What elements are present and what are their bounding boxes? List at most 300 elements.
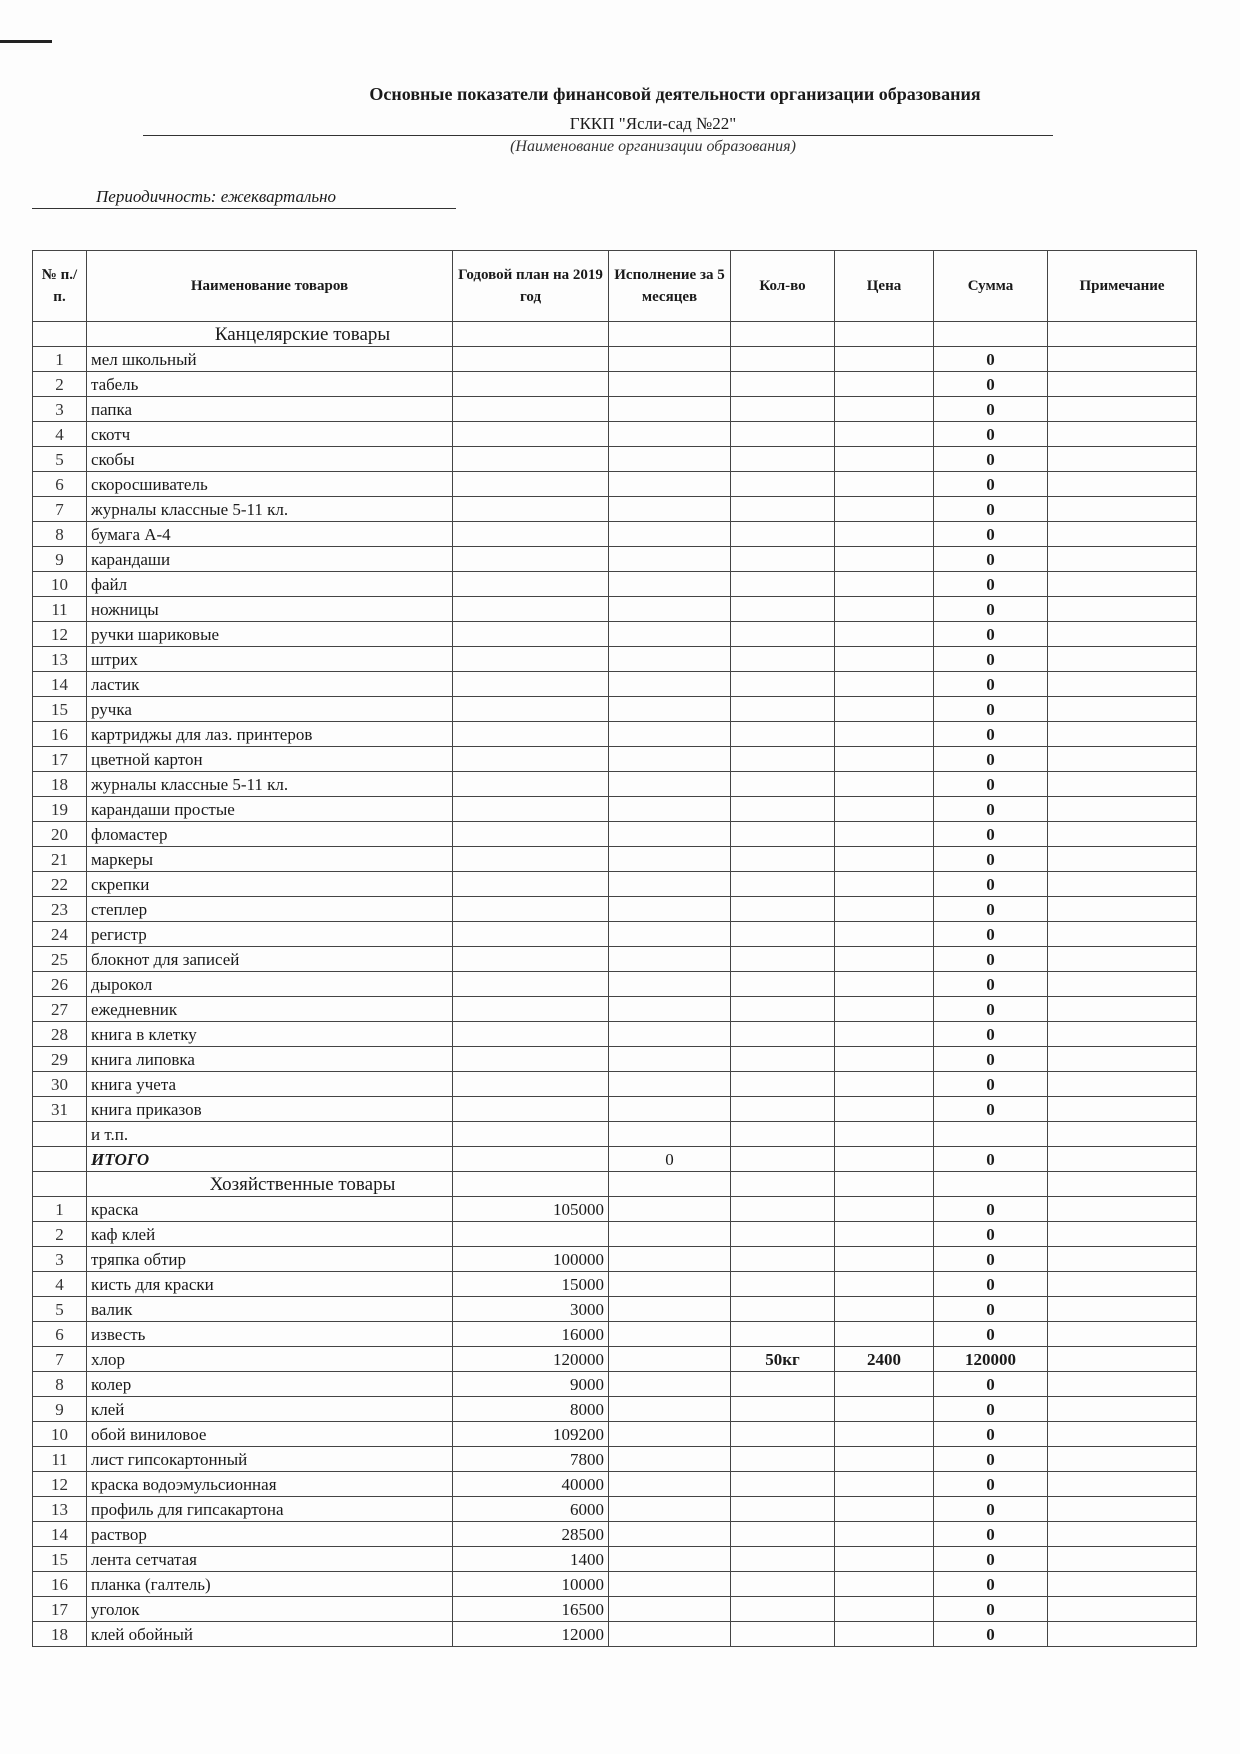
row-qty: [731, 1397, 835, 1422]
row-note: [1048, 1272, 1197, 1297]
row-sum: 0: [934, 1422, 1048, 1447]
row-qty: [731, 772, 835, 797]
row-qty: [731, 1522, 835, 1547]
row-plan: 16500: [453, 1597, 609, 1622]
row-execution: [609, 997, 731, 1022]
table-row: [33, 572, 1197, 597]
row-note: [1048, 1472, 1197, 1497]
row-number: 7: [33, 497, 87, 522]
row-execution: [609, 1197, 731, 1222]
row-execution: [609, 672, 731, 697]
row-item-name: карандаши: [87, 547, 453, 572]
total-num-cell: [33, 1147, 87, 1172]
row-note: [1048, 1097, 1197, 1122]
row-plan: 6000: [453, 1497, 609, 1522]
row-item-name: книга учета: [87, 1072, 453, 1097]
total-label: ИТОГО: [87, 1147, 453, 1172]
row-plan: [453, 697, 609, 722]
row-plan: [453, 472, 609, 497]
row-note: [1048, 1047, 1197, 1072]
row-number: 12: [33, 622, 87, 647]
table-row: [33, 497, 1197, 522]
row-qty: [731, 697, 835, 722]
header-price: Цена: [835, 251, 934, 322]
row-execution: [609, 522, 731, 547]
row-price: [835, 1447, 934, 1472]
row-qty: [731, 622, 835, 647]
row-item-name: скрепки: [87, 872, 453, 897]
row-qty: [731, 1247, 835, 1272]
row-note: [1048, 822, 1197, 847]
row-qty: [731, 497, 835, 522]
row-qty: [731, 972, 835, 997]
row-execution: [609, 1022, 731, 1047]
row-execution: [609, 1122, 731, 1147]
table-row: [33, 472, 1197, 497]
row-execution: [609, 1547, 731, 1572]
row-execution: [609, 747, 731, 772]
row-qty: [731, 647, 835, 672]
table-row: [33, 747, 1197, 772]
row-sum: 0: [934, 472, 1048, 497]
section-qty-cell: [731, 1172, 835, 1197]
table-row: [33, 522, 1197, 547]
row-price: [835, 697, 934, 722]
row-price: [835, 947, 934, 972]
row-price: [835, 1472, 934, 1497]
row-number: 27: [33, 997, 87, 1022]
row-item-name: скотч: [87, 422, 453, 447]
row-qty: [731, 547, 835, 572]
row-item-name: книга в клетку: [87, 1022, 453, 1047]
row-sum: 0: [934, 1297, 1048, 1322]
row-execution: [609, 1222, 731, 1247]
row-note: [1048, 1447, 1197, 1472]
row-item-name: тряпка обтир: [87, 1247, 453, 1272]
row-note: [1048, 947, 1197, 972]
row-plan: [453, 372, 609, 397]
row-note: [1048, 1372, 1197, 1397]
row-qty: [731, 597, 835, 622]
row-note: [1048, 572, 1197, 597]
row-plan: [453, 997, 609, 1022]
row-plan: 8000: [453, 1397, 609, 1422]
row-number: 8: [33, 522, 87, 547]
table-row: [33, 947, 1197, 972]
row-qty: [731, 747, 835, 772]
row-price: [835, 972, 934, 997]
row-execution: [609, 1472, 731, 1497]
row-plan: [453, 547, 609, 572]
row-qty: [731, 1272, 835, 1297]
table-row: [33, 1047, 1197, 1072]
row-price: [835, 1047, 934, 1072]
row-note: [1048, 547, 1197, 572]
organization-name: ГККП "Ясли-сад №22": [143, 113, 1053, 136]
row-sum: 0: [934, 872, 1048, 897]
table-row: [33, 997, 1197, 1022]
row-number: 11: [33, 1447, 87, 1472]
row-note: [1048, 1197, 1197, 1222]
row-number: 21: [33, 847, 87, 872]
row-item-name: валик: [87, 1297, 453, 1322]
total-exec-cell: 0: [609, 1147, 731, 1172]
row-note: [1048, 1022, 1197, 1047]
goods-table: [32, 250, 1197, 1647]
row-number: 9: [33, 1397, 87, 1422]
row-price: [835, 722, 934, 747]
row-qty: [731, 897, 835, 922]
row-plan: 105000: [453, 1197, 609, 1222]
table-row: [33, 1547, 1197, 1572]
row-sum: 0: [934, 747, 1048, 772]
row-price: [835, 797, 934, 822]
row-note: [1048, 472, 1197, 497]
row-execution: [609, 1097, 731, 1122]
row-qty: [731, 872, 835, 897]
row-sum: 0: [934, 622, 1048, 647]
row-qty: [731, 1622, 835, 1647]
section-sum-cell: [934, 1172, 1048, 1197]
table-row: [33, 847, 1197, 872]
row-number: 2: [33, 1222, 87, 1247]
row-price: [835, 347, 934, 372]
row-qty: [731, 1322, 835, 1347]
row-price: [835, 1522, 934, 1547]
row-plan: [453, 397, 609, 422]
row-number: 15: [33, 697, 87, 722]
row-note: [1048, 1247, 1197, 1272]
table-row: [33, 897, 1197, 922]
organization-caption: (Наименование организации образования): [510, 138, 796, 155]
table-row: [33, 797, 1197, 822]
row-note: [1048, 922, 1197, 947]
section-title: Канцелярские товары: [87, 322, 453, 347]
row-plan: 1400: [453, 1547, 609, 1572]
row-sum: 0: [934, 397, 1048, 422]
table-row: [33, 397, 1197, 422]
table-row: [33, 1397, 1197, 1422]
section-plan-cell: [453, 1172, 609, 1197]
row-note: [1048, 847, 1197, 872]
row-price: [835, 522, 934, 547]
row-note: [1048, 997, 1197, 1022]
row-qty: 50кг: [731, 1347, 835, 1372]
row-plan: [453, 522, 609, 547]
row-sum: 0: [934, 1397, 1048, 1422]
row-plan: 9000: [453, 1372, 609, 1397]
row-price: [835, 397, 934, 422]
row-price: [835, 847, 934, 872]
row-execution: [609, 1397, 731, 1422]
row-execution: [609, 572, 731, 597]
row-execution: [609, 1447, 731, 1472]
row-execution: [609, 947, 731, 972]
row-item-name: журналы классные 5-11 кл.: [87, 772, 453, 797]
row-note: [1048, 422, 1197, 447]
row-number: 3: [33, 1247, 87, 1272]
row-sum: 0: [934, 847, 1048, 872]
row-plan: 15000: [453, 1272, 609, 1297]
row-plan: [453, 1047, 609, 1072]
row-plan: [453, 797, 609, 822]
row-number: 23: [33, 897, 87, 922]
row-number: 14: [33, 1522, 87, 1547]
row-execution: [609, 1247, 731, 1272]
row-sum: 0: [934, 922, 1048, 947]
row-number: 26: [33, 972, 87, 997]
section-qty-cell: [731, 322, 835, 347]
row-price: [835, 1272, 934, 1297]
table-row: [33, 647, 1197, 672]
row-note: [1048, 1397, 1197, 1422]
row-item-name: ластик: [87, 672, 453, 697]
row-number: 2: [33, 372, 87, 397]
row-sum: 0: [934, 897, 1048, 922]
row-plan: [453, 1122, 609, 1147]
row-plan: [453, 447, 609, 472]
table-row: [33, 1497, 1197, 1522]
row-execution: [609, 1322, 731, 1347]
row-plan: 7800: [453, 1447, 609, 1472]
table-row: [33, 972, 1197, 997]
table-row: [33, 1447, 1197, 1472]
row-note: [1048, 1122, 1197, 1147]
section-note-cell: [1048, 322, 1197, 347]
table-row: [33, 1222, 1197, 1247]
row-sum: 0: [934, 1472, 1048, 1497]
row-sum: 0: [934, 1222, 1048, 1247]
row-sum: 0: [934, 1597, 1048, 1622]
row-sum: 0: [934, 572, 1048, 597]
row-number: 8: [33, 1372, 87, 1397]
row-price: [835, 672, 934, 697]
row-item-name: папка: [87, 397, 453, 422]
row-item-name: краска водоэмульсионная: [87, 1472, 453, 1497]
row-sum: 0: [934, 822, 1048, 847]
row-sum: [934, 1122, 1048, 1147]
section-note-cell: [1048, 1172, 1197, 1197]
table-row: [33, 1272, 1197, 1297]
row-price: [835, 1022, 934, 1047]
row-price: [835, 1072, 934, 1097]
row-qty: [731, 1222, 835, 1247]
row-plan: [453, 422, 609, 447]
section-price-cell: [835, 1172, 934, 1197]
table-row: [33, 372, 1197, 397]
row-item-name: лента сетчатая: [87, 1547, 453, 1572]
row-number: 5: [33, 1297, 87, 1322]
row-number: 29: [33, 1047, 87, 1072]
row-sum: 0: [934, 1272, 1048, 1297]
row-price: [835, 372, 934, 397]
row-note: [1048, 872, 1197, 897]
row-item-name: раствор: [87, 1522, 453, 1547]
row-qty: [731, 1372, 835, 1397]
row-price: [835, 447, 934, 472]
row-price: [835, 1397, 934, 1422]
row-execution: [609, 1047, 731, 1072]
row-price: [835, 1122, 934, 1147]
table-row: [33, 697, 1197, 722]
row-qty: [731, 672, 835, 697]
row-sum: 0: [934, 1522, 1048, 1547]
row-qty: [731, 1547, 835, 1572]
table-row: [33, 1097, 1197, 1122]
row-plan: 16000: [453, 1322, 609, 1347]
row-note: [1048, 672, 1197, 697]
row-price: [835, 1597, 934, 1622]
row-plan: [453, 847, 609, 872]
row-item-name: каф клей: [87, 1222, 453, 1247]
row-qty: [731, 422, 835, 447]
row-note: [1048, 1222, 1197, 1247]
row-sum: 0: [934, 972, 1048, 997]
row-number: 28: [33, 1022, 87, 1047]
row-note: [1048, 1422, 1197, 1447]
table-row: [33, 1372, 1197, 1397]
row-execution: [609, 1347, 731, 1372]
row-number: 14: [33, 672, 87, 697]
row-note: [1048, 647, 1197, 672]
row-item-name: цветной картон: [87, 747, 453, 772]
row-item-name: ежедневник: [87, 997, 453, 1022]
row-qty: [731, 1497, 835, 1522]
table-row: [33, 347, 1197, 372]
header-plan: Годовой план на 2019 год: [453, 251, 609, 322]
row-plan: [453, 622, 609, 647]
table-row: [33, 822, 1197, 847]
row-qty: [731, 822, 835, 847]
row-note: [1048, 522, 1197, 547]
row-sum: 0: [934, 1097, 1048, 1122]
row-item-name: колер: [87, 1372, 453, 1397]
row-qty: [731, 922, 835, 947]
table-row: [33, 1122, 1197, 1147]
row-note: [1048, 1347, 1197, 1372]
row-plan: 12000: [453, 1622, 609, 1647]
row-plan: [453, 572, 609, 597]
row-sum: 0: [934, 997, 1048, 1022]
section-num-cell: [33, 1172, 87, 1197]
row-execution: [609, 722, 731, 747]
row-note: [1048, 497, 1197, 522]
row-sum: 0: [934, 1372, 1048, 1397]
table-row: [33, 1297, 1197, 1322]
header-sum: Сумма: [934, 251, 1048, 322]
table-row: [33, 547, 1197, 572]
row-number: 10: [33, 1422, 87, 1447]
row-number: 18: [33, 1622, 87, 1647]
row-sum: 0: [934, 422, 1048, 447]
row-plan: [453, 747, 609, 772]
table-row: [33, 1322, 1197, 1347]
periodicity-line: Периодичность: ежеквартально: [32, 186, 456, 209]
table-row: [33, 1622, 1197, 1647]
row-number: [33, 1122, 87, 1147]
row-number: 17: [33, 1597, 87, 1622]
row-execution: [609, 922, 731, 947]
table-row: [33, 622, 1197, 647]
row-item-name: картриджы для лаз. принтеров: [87, 722, 453, 747]
row-plan: [453, 1222, 609, 1247]
row-sum: 0: [934, 1072, 1048, 1097]
row-item-name: штрих: [87, 647, 453, 672]
total-sum: 0: [934, 1147, 1048, 1172]
row-number: 6: [33, 472, 87, 497]
row-item-name: книга приказов: [87, 1097, 453, 1122]
table-row: [33, 1422, 1197, 1447]
row-execution: [609, 1522, 731, 1547]
row-execution: [609, 497, 731, 522]
table-header-row: [33, 251, 1197, 322]
row-execution: [609, 1572, 731, 1597]
row-qty: [731, 797, 835, 822]
row-price: [835, 747, 934, 772]
row-qty: [731, 1597, 835, 1622]
row-note: [1048, 1622, 1197, 1647]
row-number: 18: [33, 772, 87, 797]
row-sum: 0: [934, 947, 1048, 972]
section-num-cell: [33, 322, 87, 347]
row-item-name: профиль для гипсакартона: [87, 1497, 453, 1522]
row-note: [1048, 722, 1197, 747]
row-price: [835, 997, 934, 1022]
row-plan: [453, 597, 609, 622]
table-row: [33, 1522, 1197, 1547]
table-row: [33, 772, 1197, 797]
row-number: 12: [33, 1472, 87, 1497]
row-price: [835, 472, 934, 497]
row-qty: [731, 1297, 835, 1322]
row-item-name: степлер: [87, 897, 453, 922]
table-row: [33, 422, 1197, 447]
row-item-name: фломастер: [87, 822, 453, 847]
row-number: 31: [33, 1097, 87, 1122]
row-plan: [453, 672, 609, 697]
row-item-name: ножницы: [87, 597, 453, 622]
row-sum: 0: [934, 1322, 1048, 1347]
row-price: [835, 1622, 934, 1647]
row-note: [1048, 1322, 1197, 1347]
row-execution: [609, 472, 731, 497]
row-execution: [609, 547, 731, 572]
total-price-cell: [835, 1147, 934, 1172]
row-number: 1: [33, 347, 87, 372]
row-plan: [453, 722, 609, 747]
row-item-name: скоросшиватель: [87, 472, 453, 497]
row-item-name: ручка: [87, 697, 453, 722]
table-row: [33, 447, 1197, 472]
header-name: Наименование товаров: [87, 251, 453, 322]
row-qty: [731, 1472, 835, 1497]
row-execution: [609, 797, 731, 822]
row-sum: 0: [934, 697, 1048, 722]
row-sum: 0: [934, 797, 1048, 822]
header-num: № п./п.: [33, 251, 87, 322]
row-price: [835, 597, 934, 622]
table-row: [33, 722, 1197, 747]
row-qty: [731, 947, 835, 972]
row-note: [1048, 347, 1197, 372]
row-item-name: краска: [87, 1197, 453, 1222]
table-row: [33, 1347, 1197, 1372]
row-number: 4: [33, 1272, 87, 1297]
row-sum: 0: [934, 1197, 1048, 1222]
row-price: [835, 497, 934, 522]
row-number: 30: [33, 1072, 87, 1097]
row-price: [835, 1222, 934, 1247]
